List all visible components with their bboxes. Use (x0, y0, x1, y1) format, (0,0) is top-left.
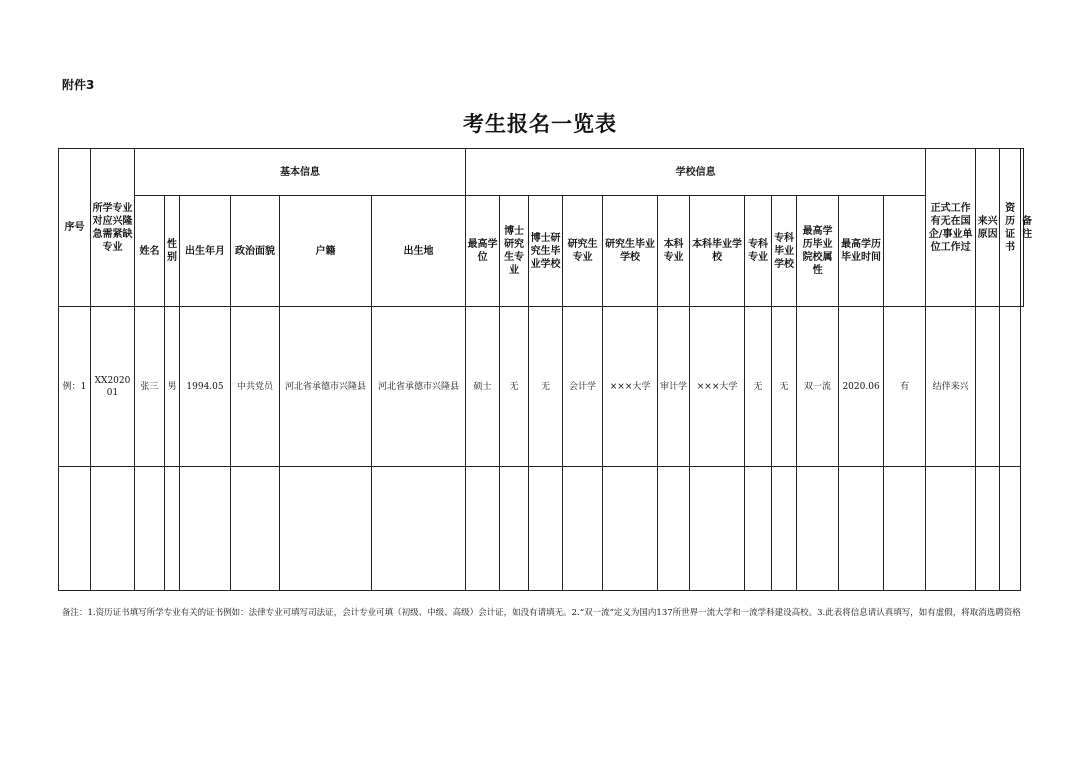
empty-cell[interactable] (135, 467, 165, 591)
cell-college-major: 无 (745, 307, 772, 467)
empty-cell[interactable] (772, 467, 797, 591)
page-title: 考生报名一览表 (463, 112, 617, 136)
empty-cell[interactable] (1000, 467, 1021, 591)
header-college-school: 专科毕业学校 (772, 196, 797, 307)
cell-gender: 男 (165, 307, 180, 467)
cell-bachelor-major: 审计学 (658, 307, 690, 467)
header-bachelor-school: 本科毕业学校 (690, 196, 745, 307)
cell-birth: 1994.05 (180, 307, 231, 467)
header-political: 政治面貌 (231, 196, 280, 307)
footnote: 备注：1.资历证书填写所学专业有关的证书例如：法律专业可填写司法证，会计专业可填（初级、中级、高级）会计证，如没有请填无。2.“双一流”定义为国内137所世界一流大学和一流学科建设高校。3.此表将信息请认真填写，如有虚假，将取消选聘资格 (62, 608, 1021, 618)
header-school-type: 最高学历毕业院校属性 (797, 196, 839, 307)
header-certificate: 资历证书 (1000, 149, 1021, 307)
empty-cell[interactable] (603, 467, 658, 591)
cell-remark (1000, 307, 1021, 467)
cell-phd-school: 无 (529, 307, 563, 467)
cell-major-need: XX202001 (91, 307, 135, 467)
empty-cell[interactable] (563, 467, 603, 591)
cell-work-experience: 有 (884, 307, 926, 467)
header-master-major: 研究生专业 (563, 196, 603, 307)
empty-cell[interactable] (690, 467, 745, 591)
header-remark: 备注 (1021, 149, 1024, 307)
cell-certificate (976, 307, 1000, 467)
cell-name: 张三 (135, 307, 165, 467)
header-name: 姓名 (135, 196, 165, 307)
header-major-need: 所学专业对应兴隆急需紧缺专业 (91, 149, 135, 307)
attachment-label: 附件3 (62, 78, 95, 92)
empty-cell[interactable] (466, 467, 500, 591)
header-gender: 性别 (165, 196, 180, 307)
cell-college-school: 无 (772, 307, 797, 467)
header-school-info: 学校信息 (466, 149, 926, 196)
cell-birthplace: 河北省承德市兴隆县 (372, 307, 466, 467)
cell-master-major: 会计学 (563, 307, 603, 467)
header-birth: 出生年月 (180, 196, 231, 307)
header-master-school: 研究生毕业学校 (603, 196, 658, 307)
empty-cell[interactable] (59, 467, 91, 591)
empty-cell[interactable] (231, 467, 280, 591)
header-seq: 序号 (59, 149, 91, 307)
empty-cell[interactable] (529, 467, 563, 591)
cell-reason: 结伴来兴 (926, 307, 976, 467)
empty-cell[interactable] (180, 467, 231, 591)
empty-cell[interactable] (280, 467, 372, 591)
empty-cell[interactable] (658, 467, 690, 591)
header-reason: 来兴原因 (976, 149, 1000, 307)
cell-grad-time: 2020.06 (839, 307, 884, 467)
cell-master-school: ×××大学 (603, 307, 658, 467)
header-highest-degree: 最高学位 (466, 196, 500, 307)
header-college-major: 专科专业 (745, 196, 772, 307)
empty-cell[interactable] (926, 467, 976, 591)
empty-cell[interactable] (372, 467, 466, 591)
header-hukou: 户籍 (280, 196, 372, 307)
cell-seq: 例：1 (59, 307, 91, 467)
cell-phd-major: 无 (500, 307, 529, 467)
registration-table (58, 148, 1033, 591)
header-work-experience: 正式工作有无在国企/事业单位工作过 (926, 149, 976, 307)
empty-cell[interactable] (976, 467, 1000, 591)
header-bachelor-major: 本科专业 (658, 196, 690, 307)
header-phd-school: 博士研究生毕业学校 (529, 196, 563, 307)
empty-cell[interactable] (500, 467, 529, 591)
header-grad-time: 最高学历毕业时间 (839, 196, 884, 307)
header-phd-major: 博士研究生专业 (500, 196, 529, 307)
cell-highest-degree: 硕士 (466, 307, 500, 467)
cell-political: 中共党员 (231, 307, 280, 467)
empty-cell[interactable] (839, 467, 884, 591)
cell-bachelor-school: ×××大学 (690, 307, 745, 467)
empty-cell[interactable] (797, 467, 839, 591)
empty-cell[interactable] (165, 467, 180, 591)
header-basic-info: 基本信息 (135, 149, 466, 196)
empty-cell[interactable] (745, 467, 772, 591)
empty-cell[interactable] (884, 467, 926, 591)
cell-hukou: 河北省承德市兴隆县 (280, 307, 372, 467)
table-row (59, 307, 1024, 467)
header-birthplace: 出生地 (372, 196, 466, 307)
empty-cell[interactable] (91, 467, 135, 591)
empty-table-row (59, 467, 1024, 591)
cell-school-type: 双一流 (797, 307, 839, 467)
